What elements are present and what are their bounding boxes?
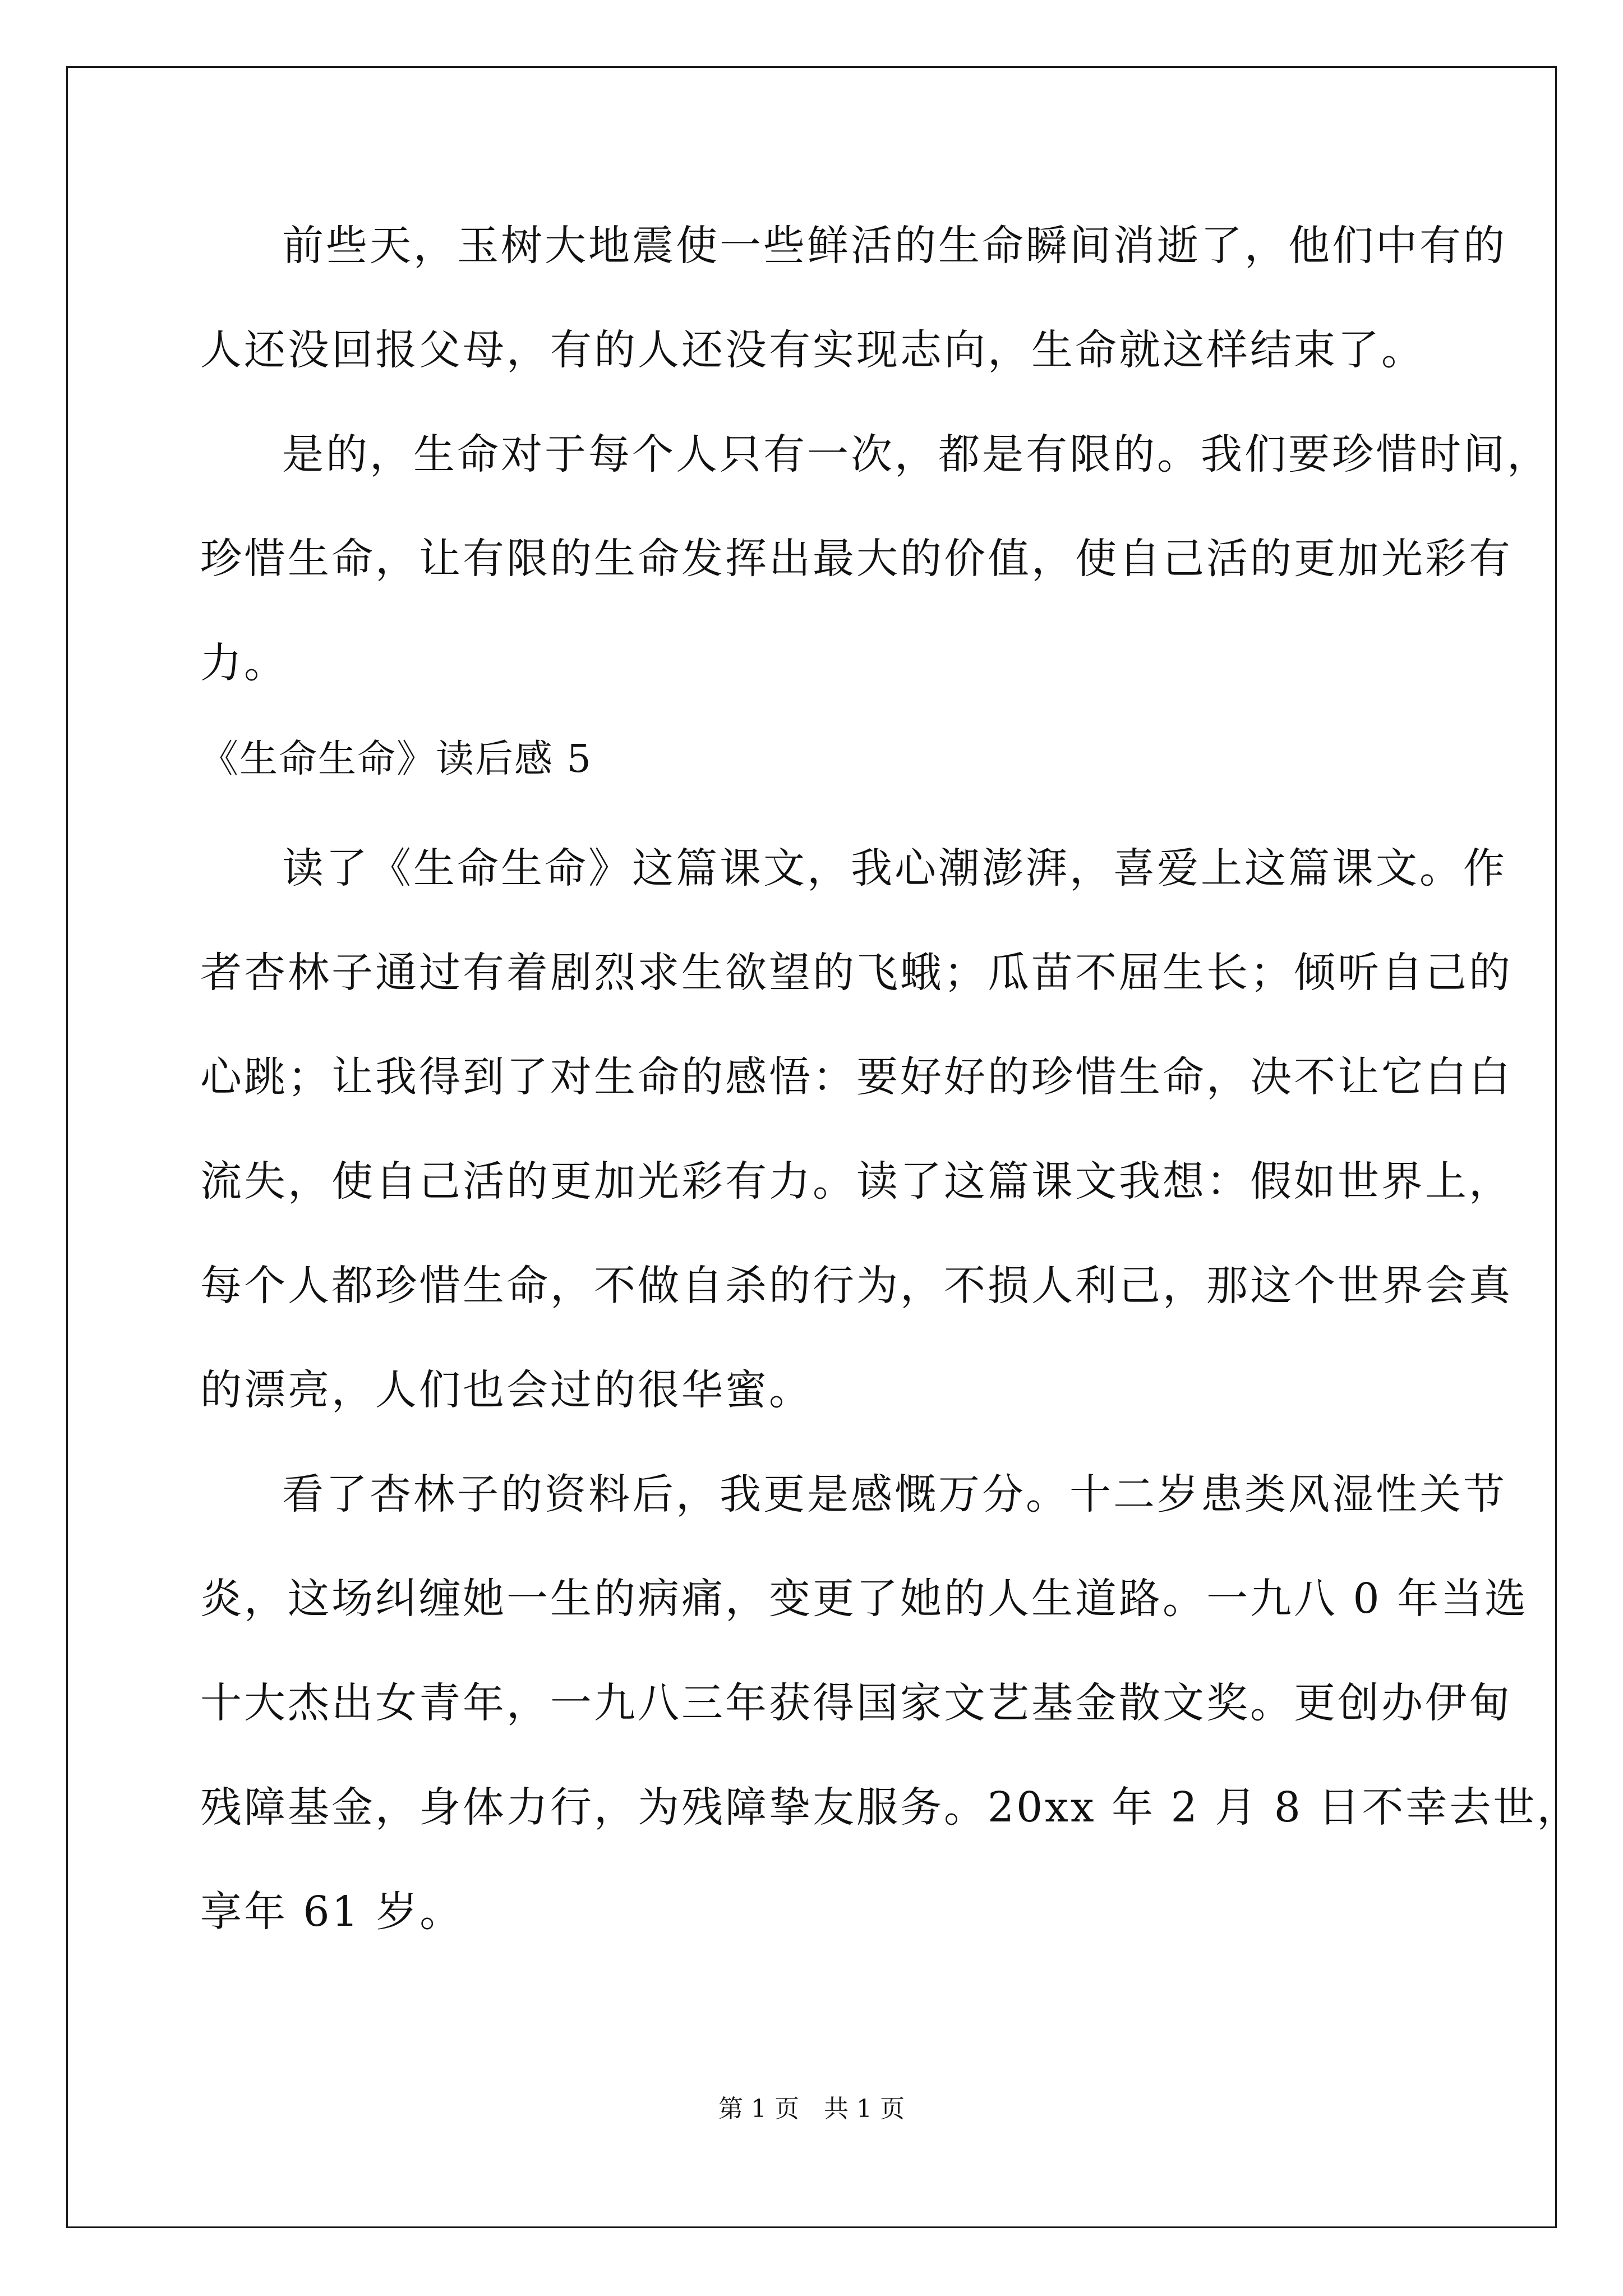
paragraph-4-line-2: 炎，这场纠缠她一生的病痛，变更了她的人生道路。一九八 0 年当选: [200, 1575, 1529, 1623]
paragraph-3-line-1: 读了《生命生命》这篇课文，我心潮澎湃，喜爱上这篇课文。作: [282, 844, 1507, 892]
paragraph-2-line-3: 力。: [200, 639, 288, 687]
page-number-footer: 第 1 页 共 1 页: [718, 2095, 905, 2123]
paragraph-3-line-5: 每个人都珍惜生命，不做自杀的行为，不损人利己，那这个世界会真: [200, 1262, 1513, 1310]
paragraph-3-line-6: 的漂亮，人们也会过的很华蜜。: [200, 1366, 813, 1414]
paragraph-3-line-3: 心跳；让我得到了对生命的感悟：要好好的珍惜生命，决不让它白白: [200, 1053, 1513, 1101]
paragraph-4-line-5: 享年 61 岁。: [200, 1888, 464, 1936]
paragraph-3-line-4: 流失，使自己活的更加光彩有力。读了这篇课文我想：假如世界上，: [200, 1157, 1513, 1205]
paragraph-3-line-2: 者杏林子通过有着剧烈求生欲望的飞蛾；瓜苗不屈生长；倾听自己的: [200, 949, 1513, 997]
paragraph-2-line-1: 是的，生命对于每个人只有一次，都是有限的。我们要珍惜时间，: [282, 430, 1551, 478]
paragraph-4-line-4: 残障基金，身体力行，为残障挚友服务。20xx 年 2 月 8 日不幸去世，: [200, 1783, 1581, 1832]
section-heading: 《生命生命》读后感 5: [200, 737, 592, 781]
paragraph-1-line-2: 人还没回报父母，有的人还没有实现志向，生命就这样结束了。: [200, 326, 1425, 374]
paragraph-4-line-1: 看了杏林子的资料后，我更是感慨万分。十二岁患类风湿性关节: [282, 1470, 1507, 1519]
paragraph-2-line-2: 珍惜生命，让有限的生命发挥出最大的价值，使自己活的更加光彩有: [200, 535, 1513, 583]
paragraph-4-line-3: 十大杰出女青年，一九八三年获得国家文艺基金散文奖。更创办伊甸: [200, 1679, 1513, 1727]
paragraph-1-line-1: 前些天，玉树大地震使一些鲜活的生命瞬间消逝了，他们中有的: [282, 222, 1507, 270]
